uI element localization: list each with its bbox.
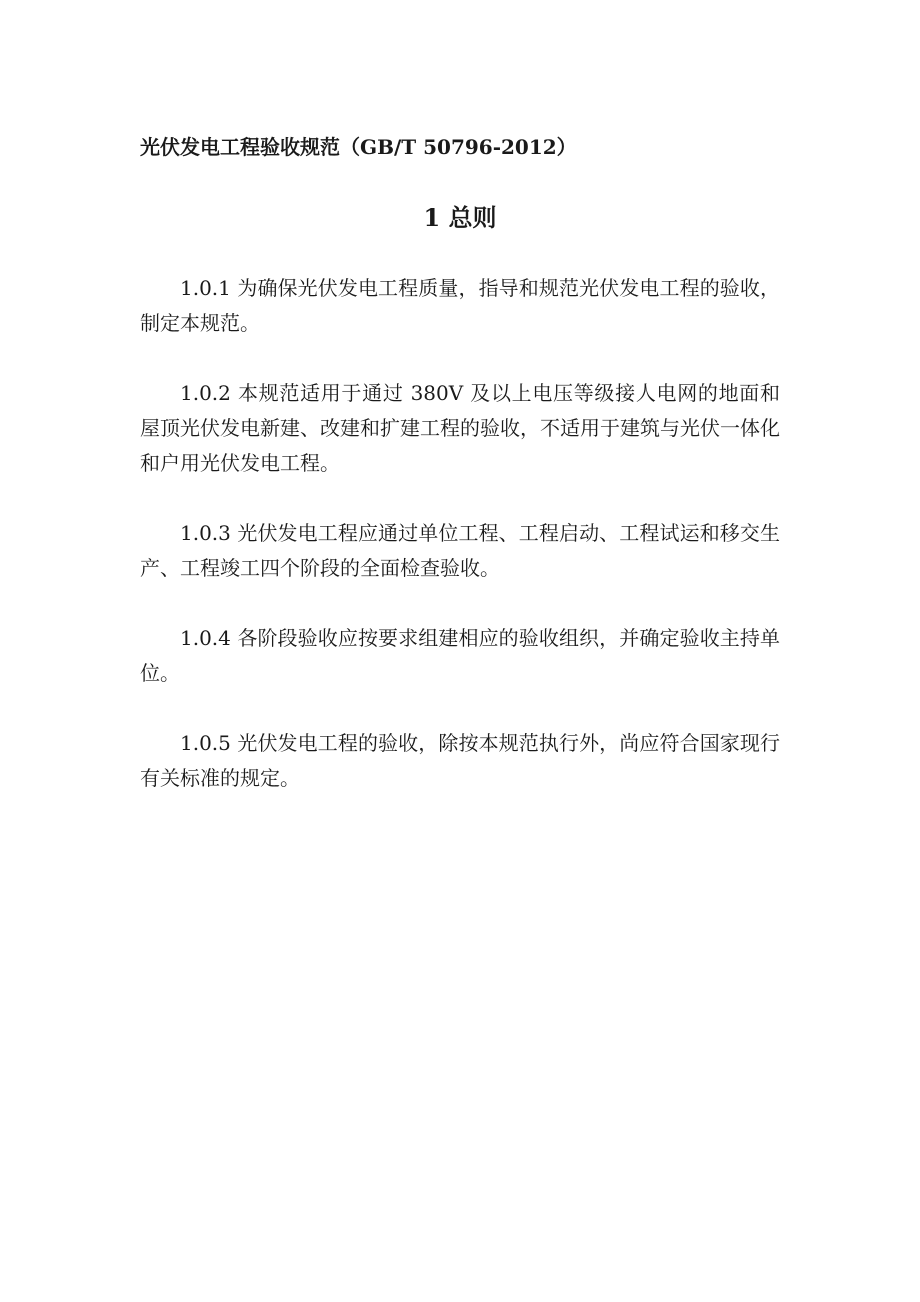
chapter-heading: 1 总则 (423, 203, 497, 232)
clause-1-0-2: 1.0.2 本规范适用于通过 380V 及以上电压等级接人电网的地面和屋顶光伏发电新建、改建和扩建工程的验收，不适用于建筑与光伏一体化和户用光伏发电工程。 (140, 381, 780, 475)
document-title: 光伏发电工程验收规范（GB/T 50796-2012） (140, 135, 577, 159)
clause-1-0-5: 1.0.5 光伏发电工程的验收，除按本规范执行外，尚应符合国家现行有关标准的规定。 (140, 731, 780, 790)
clause-1-0-1: 1.0.1 为确保光伏发电工程质量，指导和规范光伏发电工程的验收，制定本规范。 (140, 276, 780, 335)
clause-1-0-3: 1.0.3 光伏发电工程应通过单位工程、工程启动、工程试运和移交生产、工程竣工四个阶段的全面检查验收。 (140, 521, 780, 580)
clause-list (140, 271, 780, 831)
clause-1-0-4: 1.0.4 各阶段验收应按要求组建相应的验收组织，并确定验收主持单位。 (140, 626, 780, 685)
